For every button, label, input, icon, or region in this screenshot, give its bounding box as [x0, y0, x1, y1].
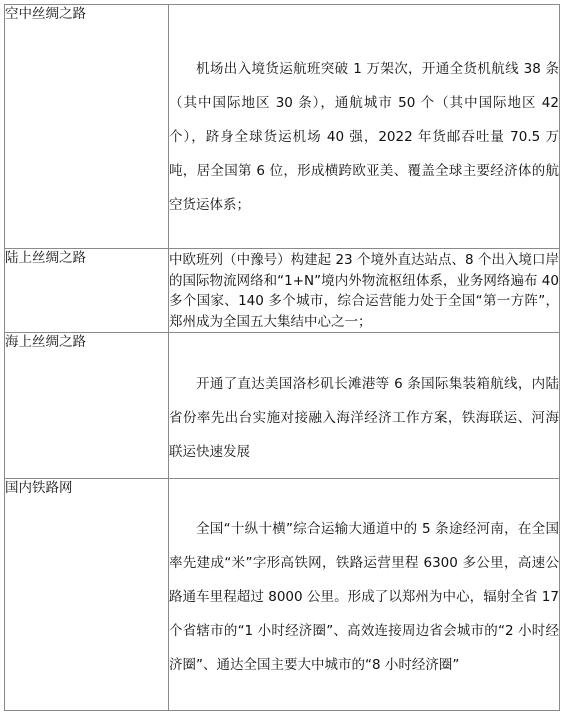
row-label-rail: 国内铁路网 — [5, 479, 169, 711]
row-label-air: 空中丝绸之路 — [5, 5, 169, 249]
row-label-land: 陆上丝绸之路 — [5, 249, 169, 333]
paragraph-rail: 全国“十纵十横”综合运输大通道中的 5 条途经河南，在全国率先建成“米”字形高铁网，铁路运营里程 6300 多公里，高速公路通车里程超过 8000 公里。形成了以郑州为中心，辐射全省 17 个省辖市的“1 小时经济圈”、高效连接周边省会城市的“2 小时经济圈”、通达全国主要大中城市的“8 小时经济圈” — [169, 521, 559, 673]
table-row — [5, 5, 560, 249]
row-content-air — [169, 5, 560, 249]
row-content-land — [169, 249, 560, 333]
table-row — [5, 479, 560, 711]
paragraph-land: 中欧班列（中豫号）构建起 23 个境外直达站点、8 个出入境口岸的国际物流网络和“1+N”境内外物流枢纽体系，业务网络遍布 40 多个国家、140 多个城市，综合运营能力处于全国“第一方阵”，郑州成为全国五大集结中心之一； — [169, 252, 559, 330]
table-row — [5, 249, 560, 333]
content-table — [4, 4, 560, 711]
row-content-sea — [169, 333, 560, 479]
paragraph-sea: 开通了直达美国洛杉矶长滩港等 6 条国际集装箱航线，内陆省份率先出台实施对接融入海洋经济工作方案，铁海联运、河海联运快速发展 — [169, 376, 559, 460]
paragraph-air: 机场出入境货运航班突破 1 万架次，开通全货机航线 38 条（其中国际地区 30 条），通航城市 50 个（其中国际地区 42 个），跻身全球货运机场 40 强，2022 年货邮吞吐量 70.5 万吨，居全国第 6 位，形成横跨欧亚美、覆盖全球主要经济体的航空货运体系； — [169, 61, 559, 213]
table-row — [5, 333, 560, 479]
row-label-sea: 海上丝绸之路 — [5, 333, 169, 479]
row-content-rail — [169, 479, 560, 711]
